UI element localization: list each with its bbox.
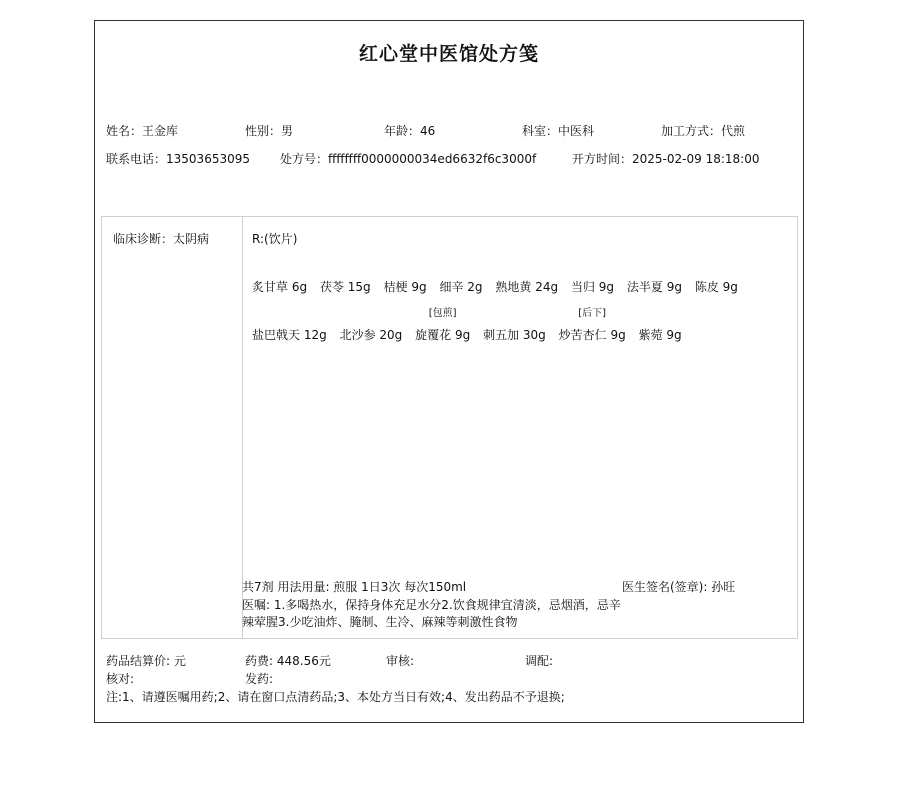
- contact-phone: [106, 150, 250, 167]
- process-method-label: 加工方式：: [661, 124, 722, 138]
- herb-name: 熟地黄: [495, 280, 532, 294]
- issue-label: 发药:: [245, 672, 274, 686]
- herb-name: 旋覆花: [415, 328, 452, 342]
- column-divider: [242, 217, 243, 638]
- settlement-price: [106, 652, 186, 669]
- herb-dose: 24g: [535, 280, 559, 294]
- herb-item: [384, 278, 427, 295]
- prescription-body: [101, 216, 798, 639]
- herb-item: [639, 326, 682, 343]
- prescribe-time: [572, 150, 759, 167]
- herb-dose: 9g: [666, 328, 682, 342]
- herb-dose: 2g: [467, 280, 483, 294]
- herb-name: 细辛: [439, 280, 464, 294]
- prescription-sheet: [94, 20, 804, 723]
- patient-gender-label: 性别：: [245, 124, 282, 138]
- herb-dose: 12g: [303, 328, 327, 342]
- herb-item: [415, 308, 471, 343]
- herb-dose: 9g: [722, 280, 738, 294]
- drug-fee-label: 药费:: [245, 654, 274, 668]
- patient-name-label: 姓名：: [106, 124, 143, 138]
- herb-dose: 9g: [411, 280, 427, 294]
- herb-dose: 30g: [522, 328, 546, 342]
- settlement-price-value: 元: [173, 654, 186, 668]
- doctor-signature-label: 医生签名(签章):: [622, 580, 712, 594]
- herb-item: [571, 278, 614, 295]
- herb-dose: 20g: [379, 328, 403, 342]
- patient-gender-value: 男: [281, 124, 294, 138]
- herb-name: 桔梗: [383, 280, 408, 294]
- herb-name: 北沙参: [339, 328, 376, 342]
- herb-name: 茯苓: [319, 280, 344, 294]
- review-label: 审核:: [386, 654, 415, 668]
- usage-dosage: 共7剂 用法用量: 煎服 1日3次 每次150ml: [242, 580, 467, 594]
- patient-name: [106, 122, 178, 139]
- herb-name: 炙甘草: [252, 280, 289, 294]
- page-title: 红心堂中医馆处方笺: [358, 43, 539, 65]
- herb-note: [包煎]: [428, 308, 457, 319]
- department: [522, 122, 594, 139]
- herb-dose: 9g: [666, 280, 682, 294]
- patient-gender: [245, 122, 293, 139]
- herb-dose: 6g: [291, 280, 308, 294]
- contact-phone-label: 联系电话：: [106, 152, 167, 166]
- check-label: 核对:: [106, 672, 135, 686]
- patient-name-value: 王金库: [142, 124, 179, 138]
- drug-fee-value: 448.56元: [276, 654, 331, 668]
- herb-name: 炒苦杏仁: [558, 328, 607, 342]
- herb-item: [340, 326, 403, 343]
- prescribe-time-value: 2025-02-09 18:18:00: [632, 152, 760, 166]
- patient-age-value: 46: [420, 124, 436, 138]
- department-label: 科室：: [522, 124, 559, 138]
- settlement-price-label: 药品结算价:: [106, 654, 171, 668]
- herb-dose: 9g: [454, 328, 471, 342]
- herb-list-line-1: [252, 278, 747, 295]
- herb-item: [495, 278, 558, 295]
- herb-item: [320, 278, 371, 295]
- herb-item: [695, 278, 738, 295]
- process-method: [661, 122, 745, 139]
- clinical-diagnosis: [113, 230, 209, 247]
- herb-dose: 9g: [598, 280, 615, 294]
- patient-age: [384, 122, 435, 139]
- drug-fee: [245, 652, 331, 669]
- herb-name: 法半夏: [626, 280, 663, 294]
- diagnosis-label: 临床诊断：: [113, 232, 174, 246]
- herb-item: [483, 326, 546, 343]
- herb-item: [627, 278, 682, 295]
- prescription-number-value: ffffffff0000000034ed6632f6c3000f: [328, 152, 537, 166]
- herb-name: 当归: [570, 280, 595, 294]
- process-method-value: 代煎: [721, 124, 746, 138]
- herb-item: [439, 278, 482, 295]
- prescribe-time-label: 开方时间：: [572, 152, 633, 166]
- doctor-signature: [622, 578, 735, 595]
- doctor-name: 孙旺: [711, 580, 736, 594]
- herb-item: [558, 308, 626, 343]
- rx-header: R:(饮片): [252, 232, 298, 246]
- diagnosis-value: 太阴病: [173, 232, 210, 246]
- herb-name: 盐巴戟天: [252, 328, 301, 342]
- herb-item: [252, 278, 307, 295]
- herb-name: 陈皮: [694, 280, 719, 294]
- contact-phone-value: 13503653095: [166, 152, 250, 166]
- prescription-number: [280, 150, 536, 167]
- footer-note: 注:1、请遵医嘱用药;2、请在窗口点清药品;3、本处方当日有效;4、发出药品不予退换;: [106, 690, 565, 704]
- department-value: 中医科: [558, 124, 595, 138]
- medical-advice: 医嘱: 1.多喝热水，保持身体充足水分2.饮食规律宜清淡，忌烟酒，忌辛辣荤腥3.少吃油炸、腌制、生冷、麻辣等刺激性食物: [242, 598, 621, 629]
- herb-note: [后下]: [578, 308, 607, 319]
- dispense-label: 调配:: [525, 654, 554, 668]
- prescription-number-label: 处方号：: [280, 152, 329, 166]
- herb-dose: 9g: [610, 328, 626, 342]
- patient-age-label: 年龄：: [384, 124, 421, 138]
- herb-list-line-2: [252, 308, 691, 343]
- herb-dose: 15g: [347, 280, 371, 294]
- herb-item: [252, 326, 327, 343]
- herb-name: 刺五加: [483, 328, 520, 342]
- herb-name: 紫菀: [638, 328, 663, 342]
